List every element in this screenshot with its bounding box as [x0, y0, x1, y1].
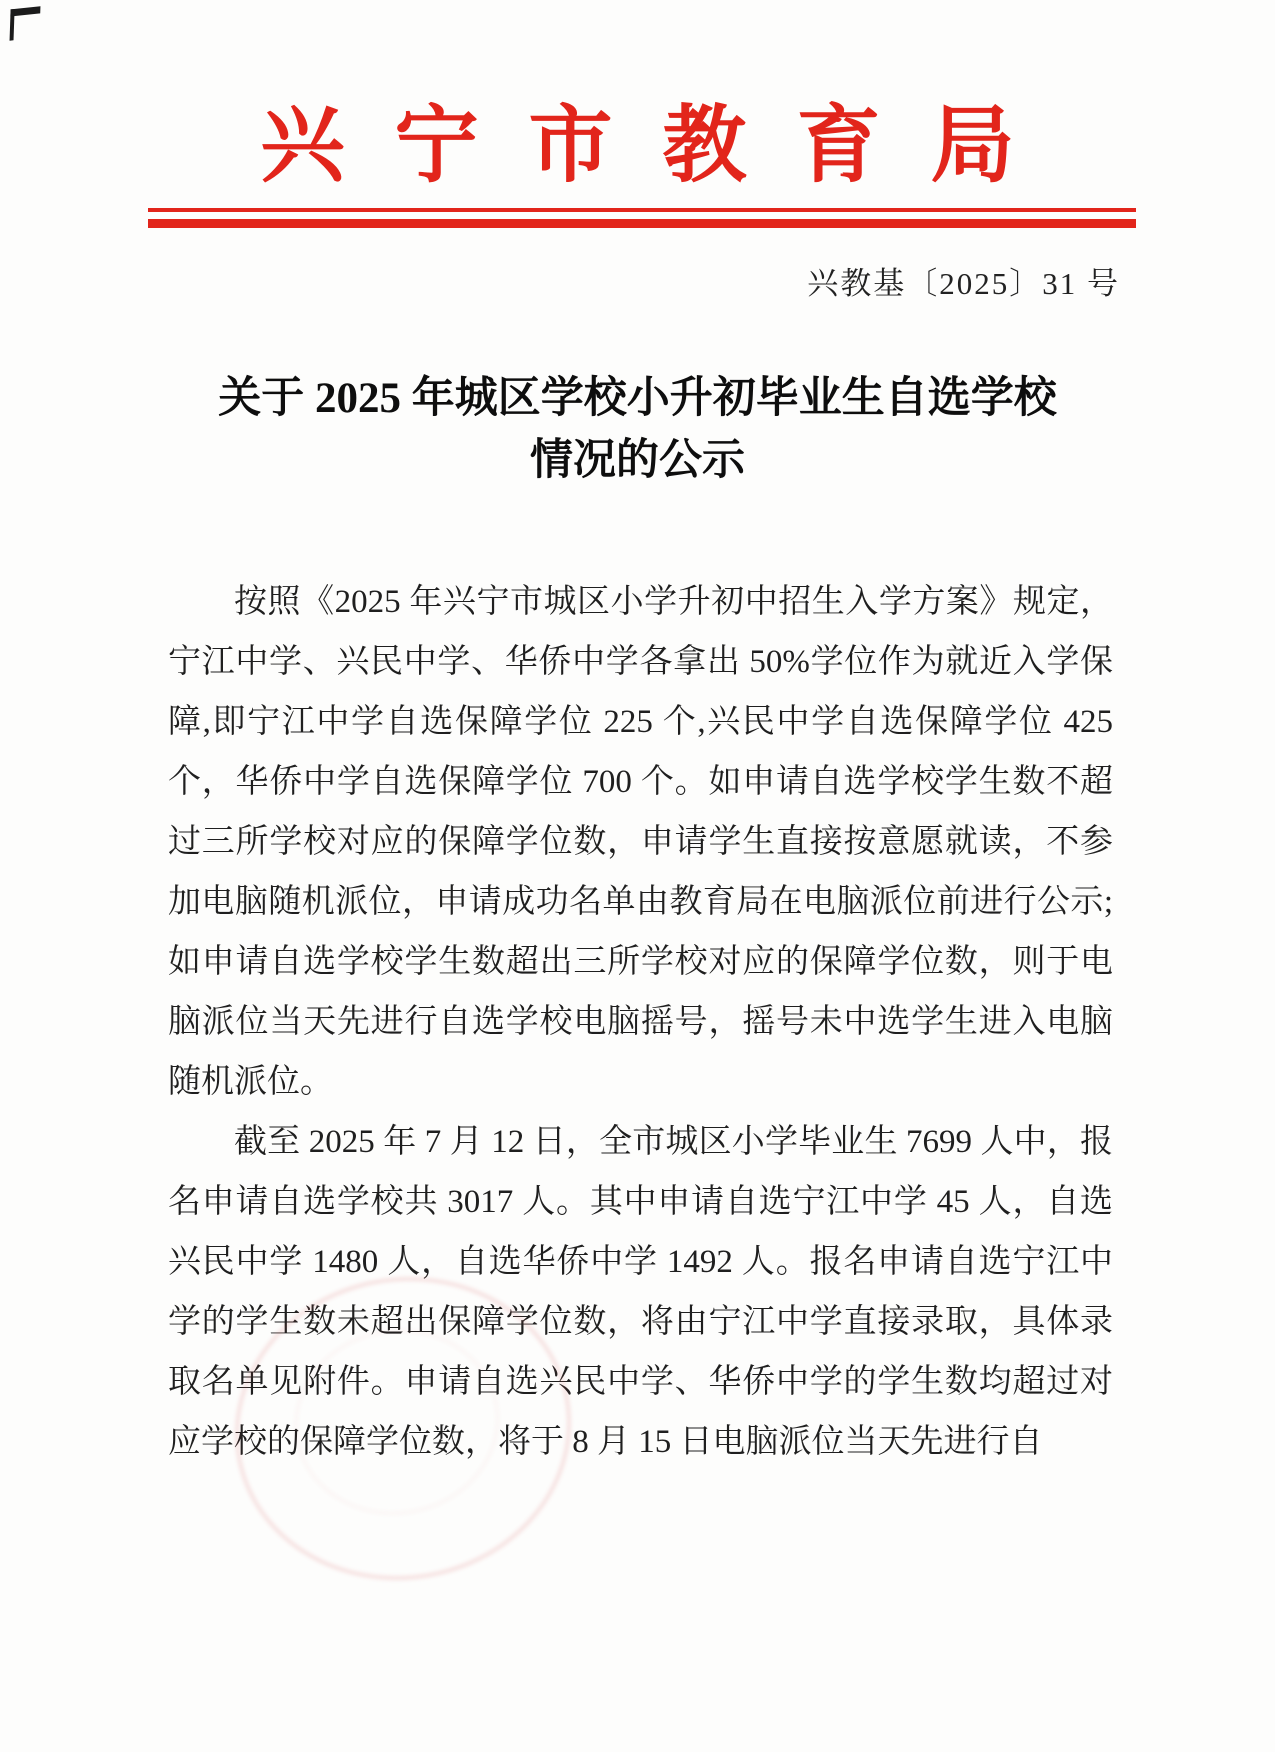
document-title-line-1: 关于 2025 年城区学校小升初毕业生自选学校 [218, 375, 1057, 422]
letterhead-rule-thick [148, 219, 1136, 228]
document-title-line-2: 情况的公示 [530, 437, 745, 484]
body-paragraph-2: 截至 2025 年 7 月 12 日，全市城区小学毕业生 7699 人中，报名申请自选学校共 3017 人。其中申请自选宁江中学 45 人，自选兴民中学 1480 人，自选华侨中学 1492 人。报名申请自选宁江中学的学生数未超出保障学位数，将由宁江中学直接录取，具体录取名单见附件。申请自选兴民中学、华侨中学的学生数均超过对应学校的保障学位数，将于 8 月 15 日电脑派位当天先进行自 [168, 1124, 1113, 1460]
document-number: 兴教基〔2025〕31 号 [807, 266, 1120, 301]
letterhead-rule-thin [148, 208, 1136, 212]
scan-corner-artifact [10, 6, 41, 40]
body-paragraph-1: 按照《2025 年兴宁市城区小学升初中招生入学方案》规定，宁江中学、兴民中学、华侨中学各拿出 50%学位作为就近入学保障,即宁江中学自选保障学位 225 个,兴民中学自选保障学位 425 个，华侨中学自选保障学位 700 个。如申请自选学校学生数不超过三所学校对应的保障学位数，申请学生直接按意愿就读，不参加电脑随机派位，申请成功名单由教育局在电脑派位前进行公示;如申请自选学校学生数超出三所学校对应的保障学位数，则于电脑派位当天先进行自选学校电脑摇号，摇号未中选学生进入电脑随机派位。 [168, 584, 1113, 1100]
document-title [90, 368, 1185, 492]
agency-name: 兴宁市教育局 [260, 100, 1065, 193]
